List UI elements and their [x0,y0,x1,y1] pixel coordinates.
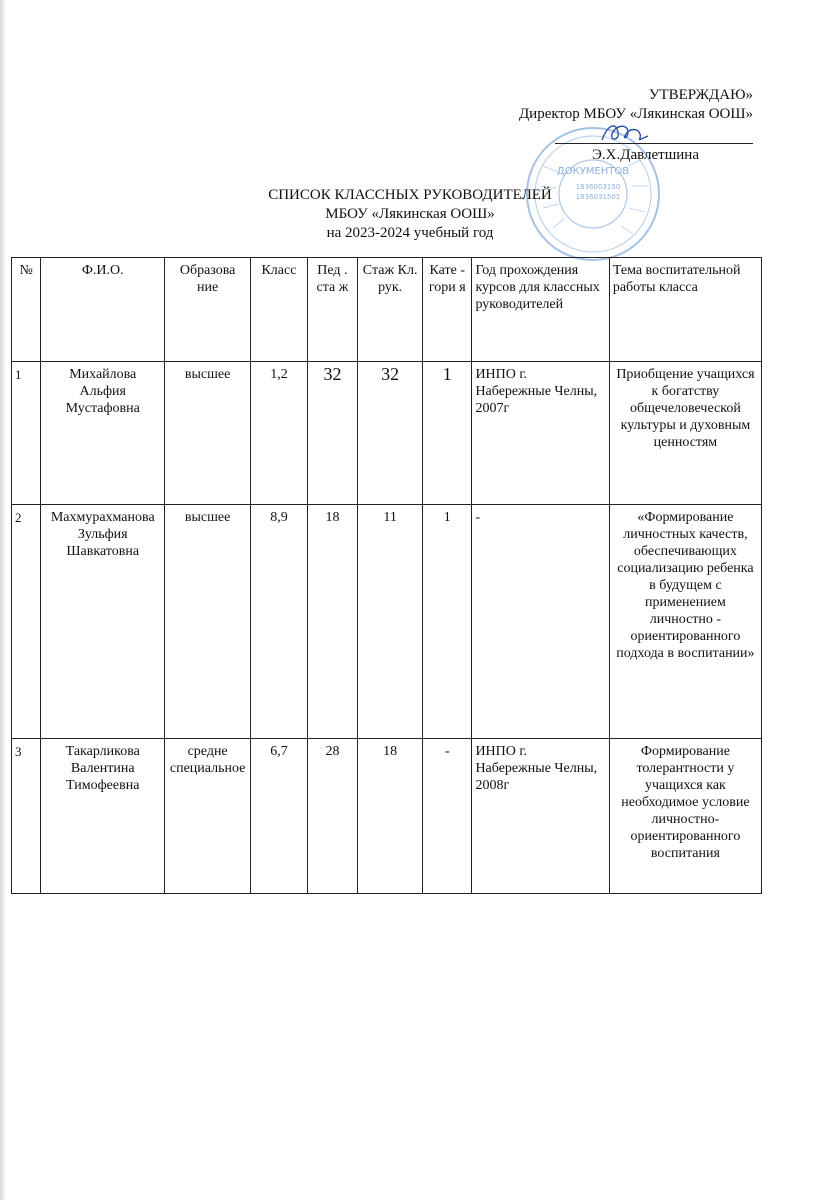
title-line-3: на 2023-2024 учебный год [326,225,494,241]
cell-class-staj: 32 [358,362,423,505]
cell-class-staj: 18 [358,739,423,894]
header-fio: Ф.И.О. [41,258,165,362]
title-line-2: МБОУ «Лякинская ООШ» [325,206,495,222]
cell-courses: - [472,505,609,739]
cell-class: 8,9 [251,505,308,739]
cell-fio: Махмурахманова Зульфия Шавкатовна [41,505,165,739]
header-class-staj: Стаж Кл. рук. [358,258,423,362]
cell-class-staj: 11 [358,505,423,739]
signature-line [555,143,753,144]
cell-num: 3 [12,739,41,894]
cell-theme: Приобщение учащихся к богатству общечеловеческой культуры и духовным ценностям [609,362,761,505]
approval-word: УТВЕРЖДАЮ» [648,87,753,103]
signer-name: Э.Х.Давлетшина [592,147,699,163]
header-courses: Год прохождения курсов для классных руководителей [472,258,609,362]
table-row [12,362,762,505]
header-ped-staj: Пед . ста ж [307,258,357,362]
cell-num: 1 [12,362,41,505]
cell-fio: Такарликова Валентина Тимофеевна [41,739,165,894]
header-category: Кате - гори я [423,258,472,362]
stamp-digits-1: 1836003150 [575,183,621,191]
header-theme: Тема воспитательной работы класса [609,258,761,362]
cell-theme: «Формирование личностных качеств, обеспечивающих социализацию ребенка в будущем с применением личностно - ориентированного подхода в воспитании» [609,505,761,739]
cell-courses: ИНПО г. Набережные Челны, 2008г [472,739,609,894]
title-line-1: СПИСОК КЛАССНЫХ РУКОВОДИТЕЛЕЙ [268,187,552,203]
stamp-text: ДОКУМЕНТОВ [556,166,630,177]
table-row [12,739,762,894]
page-title [200,186,620,243]
cell-fio: Михайлова Альфия Мустафовна [41,362,165,505]
cell-education: высшее [165,362,251,505]
stamp-digits-2: 1836031501 [575,193,621,201]
table-row [12,505,762,739]
cell-class: 6,7 [251,739,308,894]
cell-education: высшее [165,505,251,739]
cell-category: 1 [423,505,472,739]
table-header-row [12,258,762,362]
cell-ped-staj: 32 [307,362,357,505]
approval-position: Директор МБОУ «Лякинская ООШ» [518,106,753,122]
teachers-table [11,257,762,894]
cell-ped-staj: 28 [307,739,357,894]
header-num: № [12,258,41,362]
header-class: Класс [251,258,308,362]
cell-category: 1 [423,362,472,505]
cell-ped-staj: 18 [307,505,357,739]
cell-category: - [423,739,472,894]
cell-num: 2 [12,505,41,739]
cell-theme: Формирование толерантности у учащихся как необходимое условие личностно-ориентированного воспитания [609,739,761,894]
cell-class: 1,2 [251,362,308,505]
cell-education: средне специальное [165,739,251,894]
scan-edge [0,0,6,1200]
header-education: Образова ние [165,258,251,362]
cell-courses: ИНПО г. Набережные Челны, 2007г [472,362,609,505]
